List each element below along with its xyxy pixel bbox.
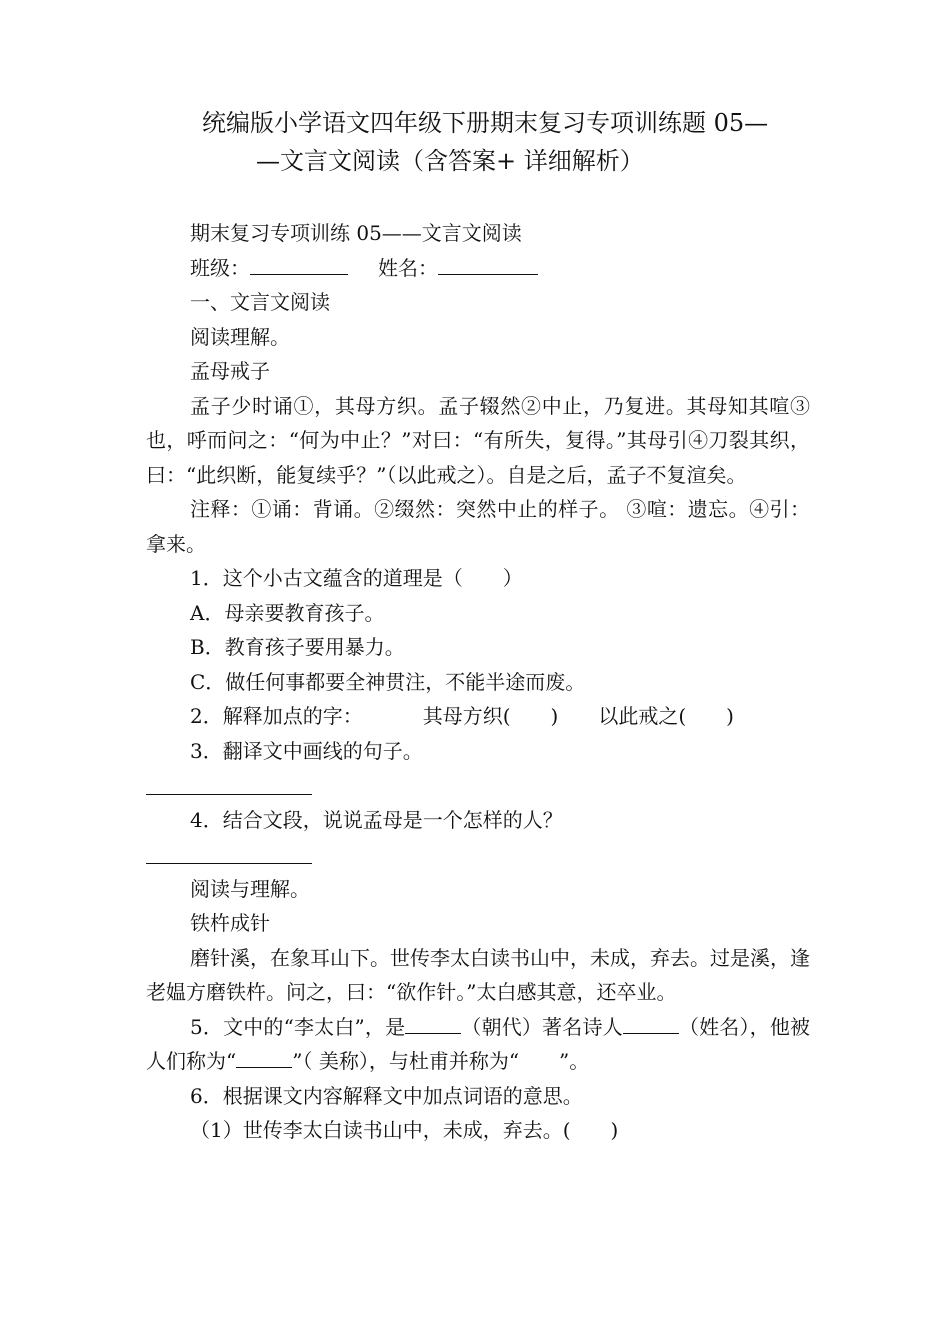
question-6: 6．根据课文内容解释文中加点词语的意思。 <box>190 1083 583 1108</box>
reading2-title: 铁杵成针 <box>190 911 270 935</box>
option-b[interactable]: B．教育孩子要用暴力。 <box>190 635 405 659</box>
student-info-row <box>146 251 810 286</box>
section-heading: 一、文言文阅读 <box>190 290 330 314</box>
question-1: 1．这个小古文蕴含的道理是（ ） <box>190 566 523 590</box>
question-5-part-4: 他被人们称为“ <box>146 1014 810 1073</box>
reading1-notes: 注释：①诵：背诵。②缀然：突然中止的样子。 ③喧：遗忘。④引：拿来。 <box>146 497 810 556</box>
reading1-intro: 阅读理解。 <box>190 324 290 349</box>
question-2 <box>146 699 810 734</box>
title-line-2: —文言文阅读（含答案+ 详细解析） <box>256 147 644 175</box>
name-label: 姓名： <box>378 255 438 280</box>
nickname-blank[interactable] <box>236 1049 292 1068</box>
class-label: 班级： <box>190 255 250 280</box>
reading2-passage: 磨针溪，在象耳山下。世传李太白读书山中，未成，弃去。过是溪，逢老媪方磨铁杵。问之，曰：“欲作针。”太白感其意，还卒业。 <box>146 945 810 1004</box>
document-title <box>150 104 810 180</box>
reading2-intro: 阅读与理解。 <box>190 876 310 901</box>
answer-line-4[interactable] <box>146 837 312 872</box>
question-5-part-3: （姓名）， <box>678 1014 770 1039</box>
name-field[interactable] <box>438 256 538 275</box>
question-3: 3．翻译文中画线的句子。 <box>190 738 423 763</box>
dynasty-blank[interactable] <box>405 1015 461 1034</box>
question-5-part-1: 5．文中的“李太白”，是 <box>190 1014 406 1039</box>
question-2-item-2: 以此戒之( ) <box>598 704 734 728</box>
poet-name-blank[interactable] <box>623 1015 679 1034</box>
question-2-item-1: 其母方织( ) <box>422 704 559 728</box>
reading1-passage: 孟子少时诵①，其母方织。孟子辍然②中止，乃复进。其母知其喧③也，呼而问之：“何为中止？”对曰：“有所失，复得。”其母引④刀裂其织，曰：“此织断，能复续乎？”（以此戒之）。自是之后，孟子不复渲矣。 <box>146 393 810 487</box>
class-field[interactable] <box>250 256 348 275</box>
title-line-1: 统编版小学语文四年级下册期末复习专项训练题 05— <box>202 109 769 137</box>
option-c[interactable]: C．做任何事都要全神贯注，不能半途而废。 <box>190 669 586 694</box>
question-4: 4．结合文段，说说孟母是一个怎样的人？ <box>190 807 563 832</box>
answer-line-3[interactable] <box>146 768 312 803</box>
option-a[interactable]: A．母亲要教育孩子。 <box>190 600 385 625</box>
question-6-item-1: （1）世传李太白读书山中，未成，弃去。( ) <box>190 1118 619 1142</box>
question-5-part-5: ”（ 美称），与杜甫并称为“ ”。 <box>292 1049 590 1073</box>
question-5 <box>146 1010 810 1079</box>
question-2-label: 2．解释加点的字： <box>190 704 363 728</box>
exercise-subtitle: 期末复习专项训练 05——文言文阅读 <box>190 221 522 245</box>
question-5-part-2: （朝代）著名诗人 <box>461 1014 623 1039</box>
reading1-title: 孟母戒子 <box>190 359 270 383</box>
document-body <box>146 216 810 1148</box>
